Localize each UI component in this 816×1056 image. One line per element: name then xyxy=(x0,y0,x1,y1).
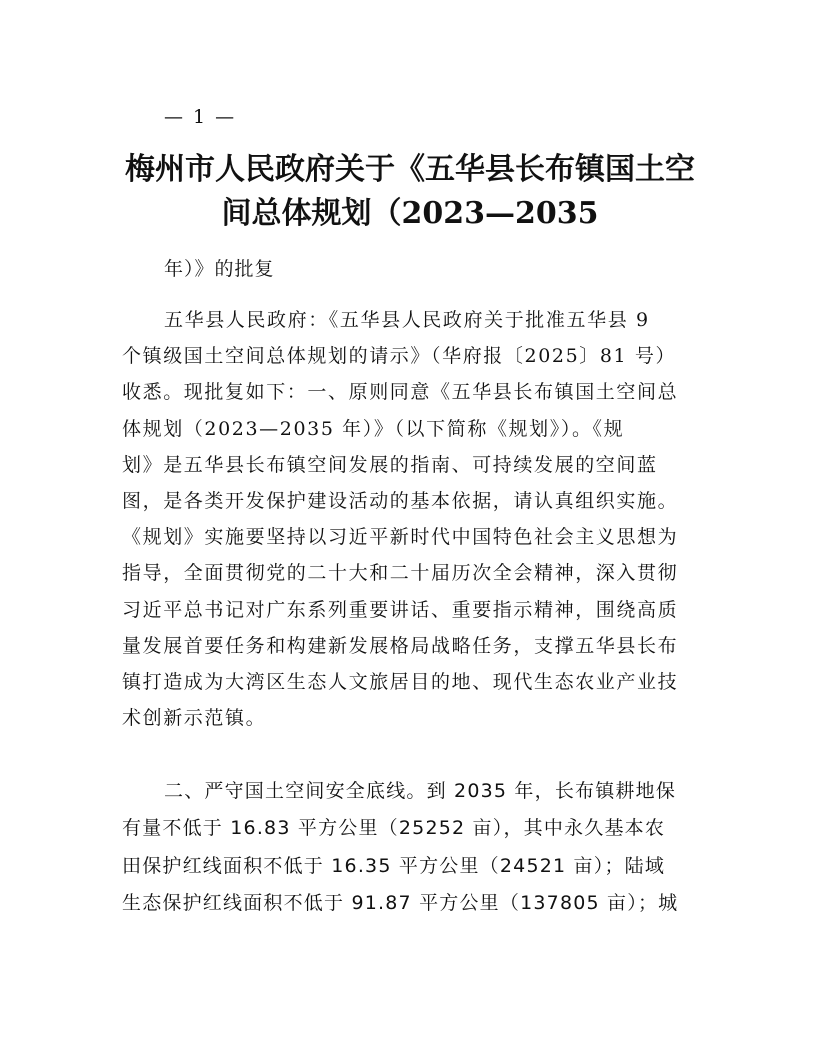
document-title-line-2: 间总体规划（2023—2035 xyxy=(221,196,599,231)
paragraph-line: 指导，全面贯彻党的二十大和二十届历次全会精神，深入贯彻 xyxy=(122,562,679,585)
paragraph-line: 二、严守国土空间安全底线。到 2035 年，长布镇耕地保 xyxy=(164,780,677,802)
paragraph-safety-bottom-line xyxy=(122,773,698,923)
paragraph-line: 生态保护红线面积不低于 91.87 平方公里（137805 亩）；城 xyxy=(122,892,679,915)
paragraph-line: 体规划（2023—2035 年）》（以下简称《规划》）。《规 xyxy=(122,417,625,440)
paragraph-approval xyxy=(122,302,698,736)
document-title-line-1: 梅州市人民政府关于《五华县长布镇国土空 xyxy=(125,152,695,187)
page-number: — 1 — xyxy=(164,106,237,128)
paragraph-line: 图，是各类开发保护建设活动的基本依据，请认真组织实施。 xyxy=(122,490,679,513)
paragraph-line: 五华县人民政府：《五华县人民政府关于批准五华县 9 xyxy=(164,309,650,331)
paragraph-line: 镇打造成为大湾区生态人文旅居目的地、现代生态农业产业技 xyxy=(122,671,679,694)
paragraph-line: 收悉。现批复如下：一、原则同意《五华县长布镇国土空间总 xyxy=(122,381,679,404)
paragraph-line: 习近平总书记对广东系列重要讲话、重要指示精神，围绕高质 xyxy=(122,598,679,621)
document-title-continuation: 年）》的批复 xyxy=(164,258,275,280)
paragraph-line: 术创新示范镇。 xyxy=(122,707,267,730)
paragraph-line: 个镇级国土空间总体规划的请示》（华府报〔2025〕81 号） xyxy=(122,345,677,368)
paragraph-line: 《规划》实施要坚持以习近平新时代中国特色社会主义思想为 xyxy=(122,526,679,549)
paragraph-line: 划》是五华县长布镇空间发展的指南、可持续发展的空间蓝 xyxy=(122,453,658,476)
paragraph-line: 有量不低于 16.83 平方公里（25252 亩），其中永久基本农 xyxy=(122,817,666,840)
paragraph-line: 田保护红线面积不低于 16.35 平方公里（24521 亩）；陆域 xyxy=(122,854,666,877)
paragraph-line: 量发展首要任务和构建新发展格局战略任务，支撑五华县长布 xyxy=(122,634,679,657)
